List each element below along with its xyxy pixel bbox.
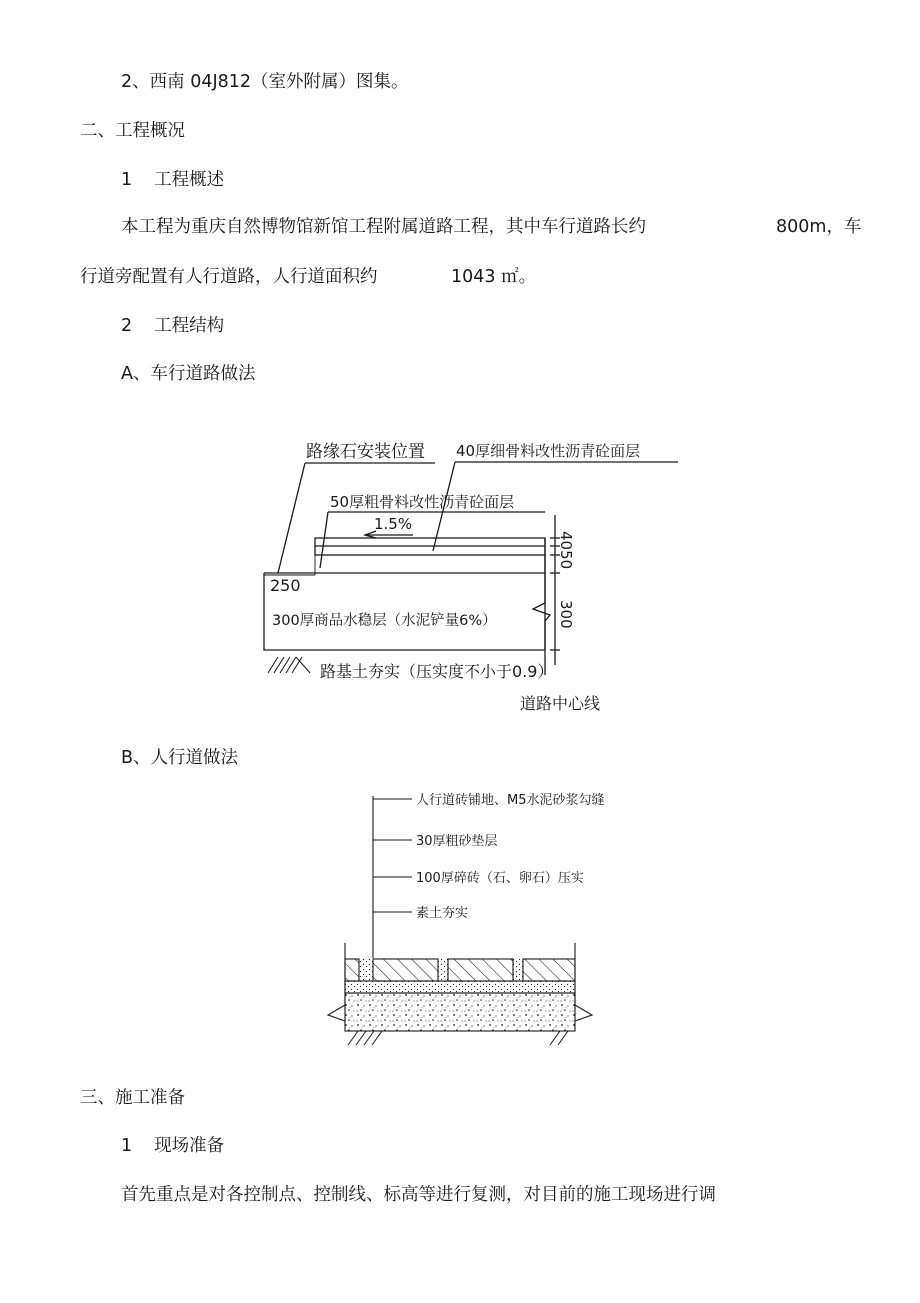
right-break-line [575, 1005, 592, 1021]
method-a-heading: A、车行道路做法 [121, 364, 256, 384]
method-b-heading: B、人行道做法 [121, 748, 239, 768]
paver-brick [523, 959, 575, 981]
centerline-label: 道路中心线 [520, 694, 601, 713]
curb-label: 路缘石安装位置 [306, 442, 425, 462]
paver-brick [448, 959, 513, 981]
subheading-number: 2 [121, 316, 133, 336]
subheading-title: 现场准备 [154, 1136, 225, 1156]
base-layer-label: 300厚商品水稳层（水泥铲量6%） [272, 613, 497, 629]
subheading-title: 工程结构 [154, 316, 225, 336]
overview-text-line1-a: 本工程为重庆自然博物馆新馆工程附属道路工程，其中车行道路长约 [121, 217, 646, 237]
sidewalk-section-diagram [320, 783, 620, 1063]
base-dimension: 300 [557, 600, 575, 629]
gravel-layer [345, 993, 575, 1031]
paver-brick [373, 959, 438, 981]
sidewalk-label-soil: 素土夯实 [416, 906, 469, 921]
subheading-overview [121, 168, 224, 192]
preparation-text: 首先重点是对各控制点、控制线、标高等进行复测，对目前的施工现场进行调 [121, 1185, 716, 1205]
sidewalk-soil-hatch [348, 1031, 568, 1045]
subgrade-label: 路基土夯实（压实度不小于0.9） [320, 662, 554, 681]
top-layers-dimension: 4050 [557, 531, 575, 570]
subheading-number: 1 [121, 170, 133, 190]
section-heading-overview: 二、工程概况 [80, 121, 185, 141]
sidewalk-label-paver: 人行道砖铺地、M5水泥砂浆勾缝 [416, 793, 605, 808]
base-layer-outline [264, 573, 545, 650]
curb-width-label: 250 [270, 576, 301, 595]
slope-label: 1.5% [374, 515, 413, 533]
subheading-number: 1 [121, 1136, 133, 1156]
subgrade-hatch [268, 657, 310, 673]
left-break-line [328, 1005, 345, 1021]
sidewalk-label-gravel: 100厚碎砖（石、卵石）压实 [416, 871, 584, 886]
sand-cushion-layer [345, 981, 575, 993]
curb-leader [278, 463, 305, 573]
paver-brick [345, 959, 359, 981]
overview-text-line2-b: 1043 ㎡。 [451, 267, 537, 287]
subheading-title: 工程概述 [154, 170, 225, 190]
section-heading-preparation: 三、施工准备 [80, 1088, 185, 1108]
mid-layer-label: 50厚粗骨料改性沥青砼面层 [330, 493, 515, 511]
top-layer-label: 40厚细骨料改性沥青砼面层 [456, 442, 641, 460]
subheading-structure [121, 314, 224, 338]
overview-text-line2-a: 行道旁配置有人行道路，人行道面积约 [80, 267, 378, 287]
mid-layer-leader [320, 512, 328, 568]
road-section-diagram [250, 425, 690, 720]
overview-text-line1-b: 800m，车 [776, 217, 862, 237]
subheading-site-preparation [121, 1134, 224, 1158]
sidewalk-label-sand: 30厚粗砂垫层 [416, 834, 498, 849]
reference-item: 2、西南 04J812（室外附属）图集。 [121, 72, 409, 92]
